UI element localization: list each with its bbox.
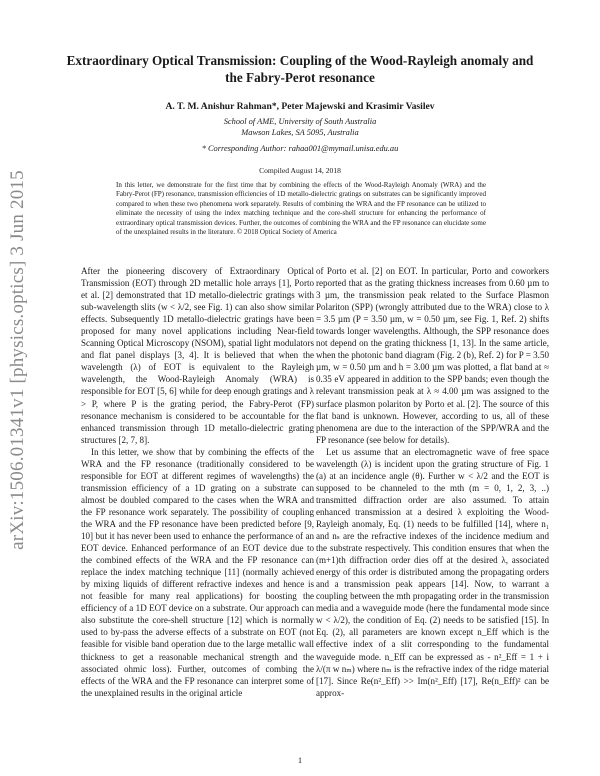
body-paragraph: After the pioneering discovery of Extraordinary Optical Transmission (EOT) through 2D metallic hole arrays [1], Porto et al. [2] demonstrated that 1D metallo-dielectric gratings with sub-wavelength slits (w < λ/2, see Fig. 1) can also show similar effects. Subsequently 1D metallo-dielectric gratings have been proposed for many novel applications including Near-field Scanning Optical Microscopy (NSOM), spatial light modulators and flat panel displays [3, 4]. It is believed that when the wavelength (λ) of EOT is equivalent to the Rayleigh wavelength, the Wood-Rayleigh Anomaly (WRA) is responsible for EOT [5, 6] while for deep enough gratings and λ > P, where P is the grating period, the Fabry-Perot (FP) resonance mechanism is considered to be accountable for the enhanced transmission through 1D metallo-dielectric grating structures [2, 7, 8]. <box>81 266 314 445</box>
body-paragraph: In this letter, we show that by combining the effects of the WRA and the FP resonance (traditionally considered to be responsible for EOT at different regimes of wavelengths) the transmission efficiency of a 1D grating on a substrate can almost be doubled compared to the cases when the WRA and the FP resonance work separately. The possibility of coupling the WRA and the FP resonance have been predicted before [9, 10] but it has never been used to enhance the performance of an EOT device. Enhanced performance of an EOT device due to the combined effects of the WRA and the FP resonance can replace the index matching technique [11] (normally achieved by mixing liquids of different refractive indexes and hence is not feasible for many real applications) for boosting the efficiency of a 1D EOT device on a substrate. Our approach can also substitute the core-shell structure [12] which is normally used to by-pass the adverse effects of a substrate on EOT (not feasible for visible band operation due to the large metallic wall thickness to get a reasonable mechanical strength and the associated ohmic loss). Further, outcomes of combing the effects of the WRA and the FP resonance can interpret some of the unexplained results in the original article <box>81 446 314 698</box>
corresponding-author: * Corresponding Author: rahaa001@mymail.unisa.edu.au <box>201 144 399 153</box>
left-column <box>81 265 314 699</box>
abstract: In this letter, we demonstrate for the first time that by combining the effects of the Wood-Rayleigh Anomaly (WRA) and the Fabry-Perot (FP) resonance, transmission efficiencies of 1D metallo-dielectric gratings on substrates can be significantly improved compared to when these two phenomena work separately. Results of combining the WRA and the FP resonance can be utilized to eliminate the necessity of using the index matching technique and the core-shell structure for enhancing the performance of extraordinary optical transmission devices. Further, the outcomes of combining the WRA and the FP resonance can elucidate some of the unexplained results in the literature. © 2018 Optical Society of America <box>116 181 486 237</box>
affiliation-school: School of AME, University of South Australia <box>223 117 377 126</box>
arxiv-sidebar <box>2 120 34 600</box>
affiliation-address: Mawson Lakes, SA 5095, Australia <box>241 128 359 137</box>
page-number: 1 <box>297 755 303 765</box>
affiliation-block <box>60 116 540 154</box>
body-paragraph: of Porto et al. [2] on EOT. In particular, Porto and coworkers reported that as the grating thickness increases from 0.60 µm to 3 µm, the transmission peak related to the Surface Plasmon Polariton (SPP) (wrongly attributed due to the WRA) close to λ = 3.5 µm (P = 3.50 µm, w = 0.50 µm, see Fig. 1, Ref. 2) shifts towards longer wavelengths. Although, the SPP resonance does not depend on the grating thickness [1, 13]. In the same article, when the photonic band diagram (Fig. 2 (b), Ref. 2) for P = 3.50 µm, w = 0.50 µm and h = 3.00 µm was plotted, a flat band at ≈ 0.35 eV appeared in addition to the SPP bands; even though the relevant transmission peak at λ ≈ 4.00 µm was assigned to the surface plasmon polariton by Porto et al. [2]. The source of this flat band is unknown. However, according to us, all of these phenomena are due to the interaction of the SPP/WRA and the FP resonance (see below for details). <box>316 266 549 445</box>
arxiv-identifier: arXiv:1506.01341v1 [physics.optics] 3 Jun 2015 <box>7 170 28 550</box>
author-list: A. T. M. Anishur Rahman*, Peter Majewski and Krasimir Vasilev <box>165 101 435 112</box>
compiled-date: Compiled August 14, 2018 <box>259 166 341 175</box>
body-paragraph: Let us assume that an electromagnetic wave of free space wavelength (λ) is incident upon the grating structure of Fig. 1 (a) at an incidence angle (θ). Further w < λ/2 and the EOT is supposed to be channeled to the mth (m = 0, 1, 2, 3, ..) transmitted diffraction order are also assumed. To attain enhanced transmission at a desired λ exploiting the Wood-Rayleigh anomaly, Eq. (1) needs to be fulfilled [14], where n₁ and nₛ are the refractive indexes of the incidence medium and the substrate respectively. This condition ensures that when the (m+1)th diffraction order dies off at the desired λ, associated energy of this order is distributed among the propagating orders and a transmission peak appears [14]. Now, to warrant a coupling between the mth propagating order in the transmission media and a waveguide mode (here the fundamental mode since w < λ/2), the condition of Eq. (2) needs to be satisfied [15]. In Eq. (2), all parameters are known except n_Eff which is the effective index of a slit corresponding to the fundamental waveguide mode. n_Eff can be expressed as - n²_Eff = 1 + i λ/(π w nₘ) where nₘ is the refractive index of the ridge material [17]. Since Re(n²_Eff) >> Im(n²_Eff) [17], Re(n_Eff)² can be approx- <box>316 446 549 698</box>
right-column <box>316 265 549 699</box>
paper-title: Extraordinary Optical Transmission: Coupling of the Wood-Rayleigh anomaly and the Fabry-Perot resonance <box>66 53 534 85</box>
